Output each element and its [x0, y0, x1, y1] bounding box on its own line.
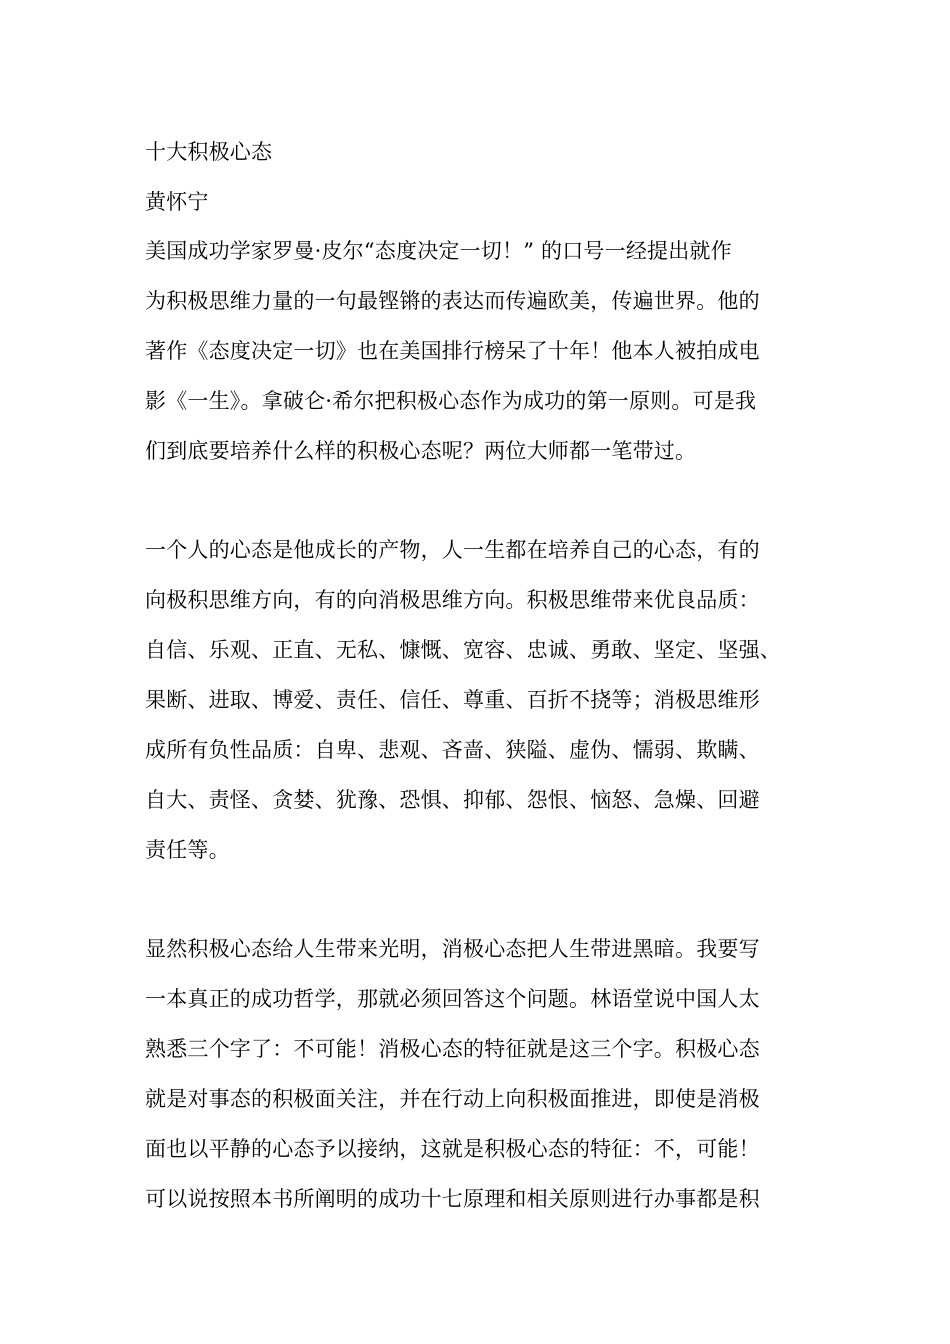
text-line: 就是对事态的积极面关注，并在行动上向积极面推进，即使是消极: [145, 1087, 760, 1111]
text-line: 显然积极心态给人生带来光明，消极心态把人生带进黑暗。我要写: [145, 937, 760, 961]
text-line: 向极积思维方向，有的向消极思维方向。积极思维带来优良品质：: [145, 588, 760, 612]
document-author: 黄怀宁: [145, 190, 209, 214]
text-line: 一本真正的成功哲学，那就必须回答这个问题。林语堂说中国人太: [145, 987, 760, 1011]
text-line: 为积极思维力量的一句最铿锵的表达而传遍欧美，传遍世界。他的: [145, 289, 760, 313]
text-line: 美国成功学家罗曼·皮尔“态度决定一切！” 的口号一经提出就作: [145, 239, 732, 263]
text-line: 影《一生》。拿破仑·希尔把积极心态作为成功的第一原则。可是我: [145, 389, 757, 413]
text-line: 著作《态度决定一切》也在美国排行榜呆了十年！他本人被拍成电: [145, 339, 760, 363]
text-line: 果断、进取、博爱、责任、信任、尊重、百折不挠等；消极思维形: [145, 688, 760, 712]
text-line: 自大、责怪、贪婪、犹豫、恐惧、抑郁、怨恨、恼怒、急燥、回避: [145, 788, 760, 812]
text-line: 自信、乐观、正直、无私、慷慨、宽容、忠诚、勇敢、坚定、坚强、: [145, 638, 781, 662]
text-line: 责任等。: [145, 838, 230, 862]
document-title: 十大积极心态: [145, 140, 273, 164]
text-line: 熟悉三个字了：不可能！消极心态的特征就是这三个字。积极心态: [145, 1037, 760, 1061]
text-line: 面也以平静的心态予以接纳，这就是积极心态的特征：不，可能！: [145, 1137, 760, 1161]
text-line: 一个人的心态是他成长的产物，人一生都在培养自己的心态，有的: [145, 538, 760, 562]
text-line: 可以说按照本书所阐明的成功十七原理和相关原则进行办事都是积: [145, 1187, 760, 1211]
text-line: 们到底要培养什么样的积极心态呢？两位大师都一笔带过。: [145, 439, 697, 463]
text-line: 成所有负性品质：自卑、悲观、吝啬、狭隘、虚伪、懦弱、欺瞒、: [145, 738, 760, 762]
